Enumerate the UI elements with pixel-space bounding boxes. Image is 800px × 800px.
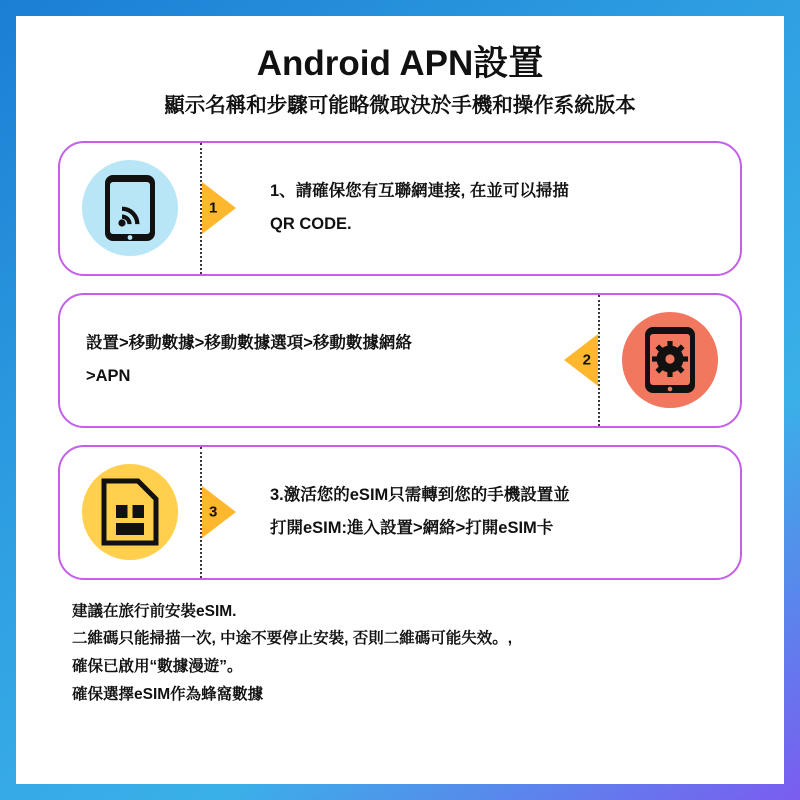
step-2-number: 2 <box>582 351 591 369</box>
step-1-line-1: 1、請確保您有互聯網連接, 在並可以掃描 <box>270 182 569 201</box>
step-3-icon-cell <box>60 464 200 560</box>
footer-line-2: 二維碼只能掃描一次, 中途不要停止安裝, 否則二維碼可能失效。, <box>72 630 513 648</box>
poster-card <box>16 16 784 784</box>
step-1-arrow <box>202 182 248 234</box>
step-3-icon-badge <box>82 464 178 560</box>
step-card-3 <box>58 445 742 580</box>
step-3-arrow-cell <box>202 447 248 578</box>
step-1-arrow-cell <box>202 143 248 274</box>
step-2-line-2: >APN <box>86 367 131 386</box>
footer-line-1: 建議在旅行前安裝eSIM. <box>72 602 237 620</box>
arrow-right-icon <box>202 182 236 234</box>
step-2-text <box>60 327 552 393</box>
arrow-left-icon <box>564 334 598 386</box>
step-1-number: 1 <box>209 199 218 217</box>
arrow-right-icon <box>202 486 236 538</box>
step-1-line-2: QR CODE. <box>270 215 352 234</box>
step-card-1 <box>58 141 742 276</box>
phone-wifi-icon <box>101 173 159 243</box>
step-1-icon-cell <box>60 160 200 256</box>
step-2-arrow-cell <box>552 295 598 426</box>
step-3-line-1: 3.激活您的eSIM只需轉到您的手機設置並 <box>270 486 570 505</box>
step-1-icon-badge <box>82 160 178 256</box>
page-title: Android APN設置 <box>256 44 544 83</box>
sim-card-icon <box>100 477 160 547</box>
step-1-text <box>248 175 740 241</box>
page-subtitle: 顯示名稱和步驟可能略微取決於手機和操作系統版本 <box>164 94 636 118</box>
poster-content <box>16 16 784 784</box>
footer-line-4: 確保選擇eSIM作為蜂窩數據 <box>72 685 264 703</box>
step-3-line-2: 打開eSIM:進入設置>網絡>打開eSIM卡 <box>270 519 554 538</box>
step-2-icon-cell <box>600 312 740 408</box>
footer-notes <box>58 598 742 708</box>
step-card-2 <box>58 293 742 428</box>
step-2-arrow <box>552 334 598 386</box>
step-3-text <box>248 479 740 545</box>
step-3-number: 3 <box>209 503 218 521</box>
step-2-line-1: 設置>移動數據>移動數據選項>移動數據網絡 <box>86 334 412 353</box>
step-2-icon-badge <box>622 312 718 408</box>
footer-line-3: 確保已啟用“數據漫遊”。 <box>72 658 243 675</box>
step-3-arrow <box>202 486 248 538</box>
phone-gear-icon <box>643 326 697 394</box>
